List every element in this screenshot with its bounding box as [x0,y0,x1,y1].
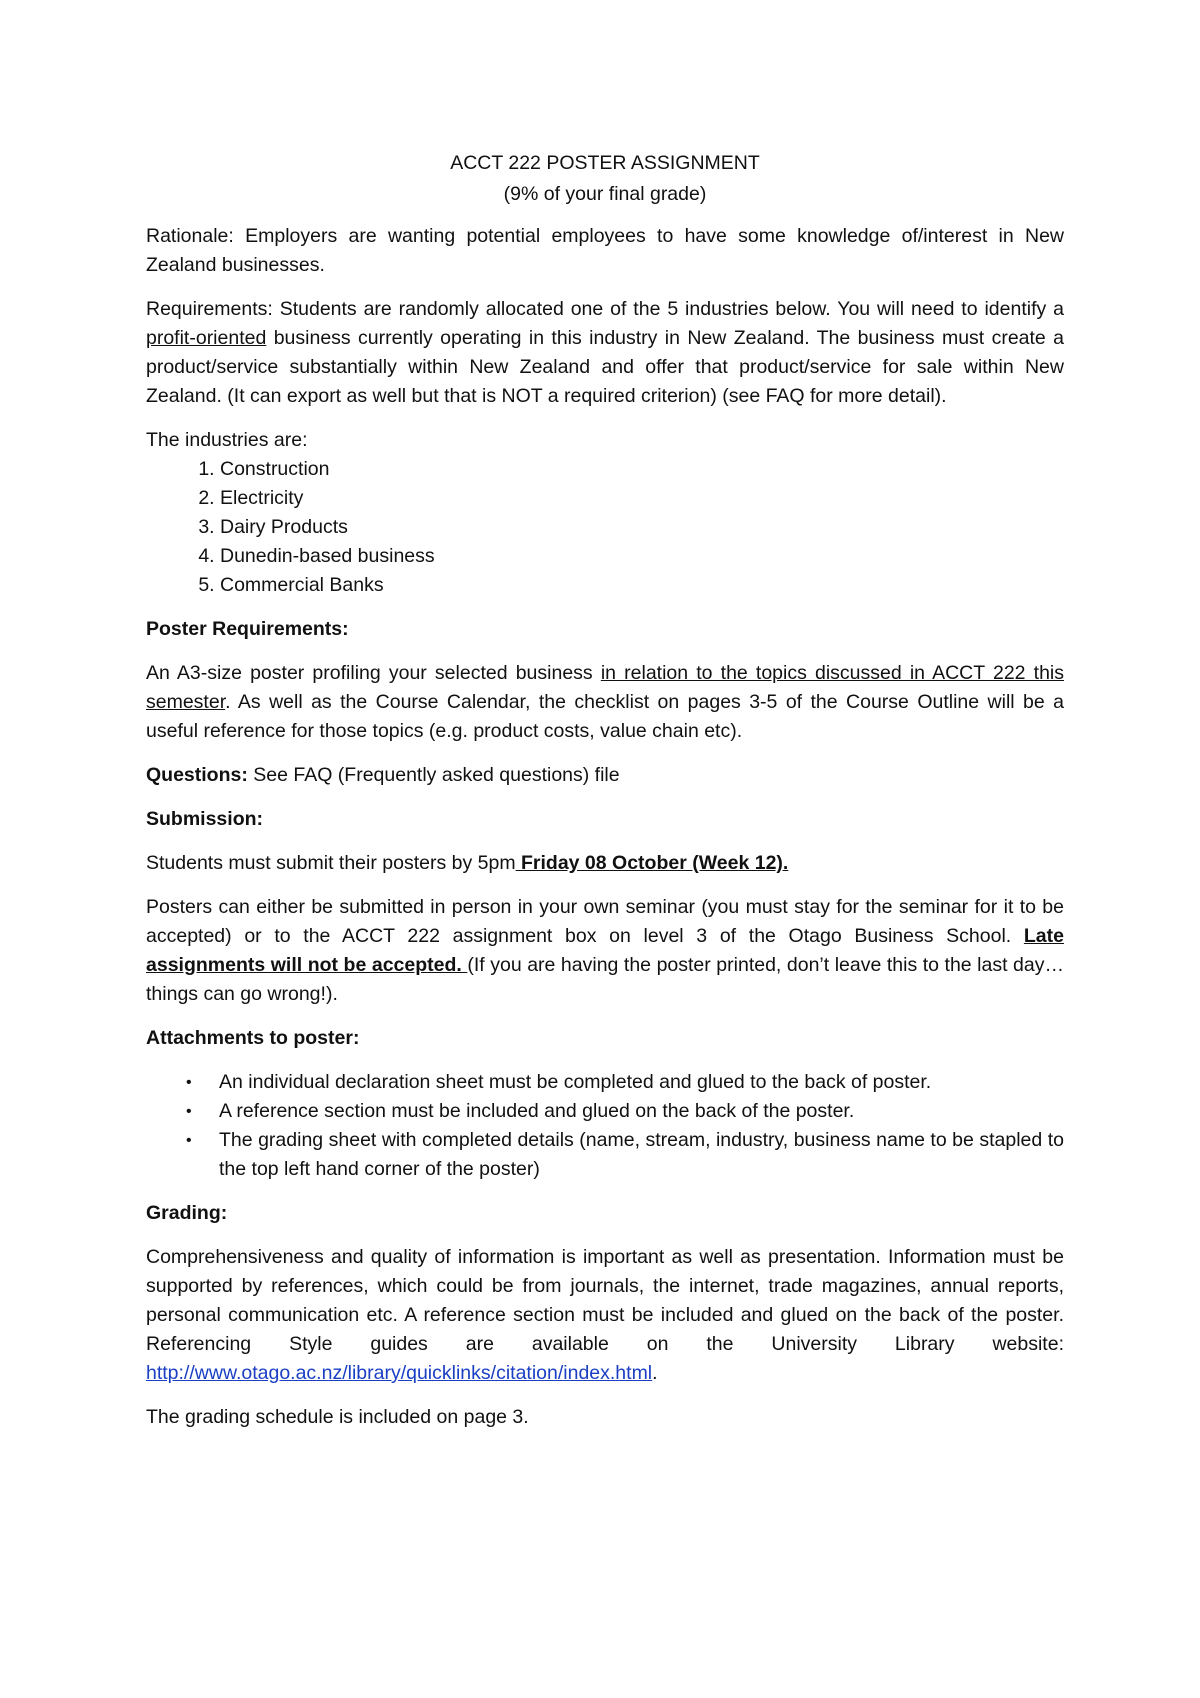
citation-guide-link[interactable]: http://www.otago.ac.nz/library/quicklinks/citation/index.html [146,1362,653,1384]
grading-heading: Grading: [146,1202,228,1224]
list-item: 3. Dairy Products [220,513,1064,542]
industries-intro: The industries are: [146,429,308,451]
list-item [146,1097,1064,1126]
poster-req-text-2: . As well as the Course Calendar, the checklist on pages 3-5 of the Course Outline will be a useful reference for those topics (e.g. product costs, value chain etc). [146,691,1064,742]
grading-link-end: . [652,1362,658,1384]
list-item [146,1126,1064,1184]
submission-heading: Submission: [146,808,264,830]
requirements-text-2: business currently operating in this industry in New Zealand. The business must create a product/service substantially within New Zealand and offer that product/service for sale within New Zealand. (It can export as well but that is NOT a required criterion) (see FAQ for more detail). [146,327,1064,407]
document-page [146,148,1064,1447]
late-warning: Late assignments will not be accepted. [146,925,1064,976]
rationale-paragraph [146,222,1064,280]
title-block [146,148,1064,210]
list-item [146,1068,1064,1097]
rationale-text: Employers are wanting potential employees to have some knowledge of/interest in New Zealand businesses. [146,225,1064,276]
posters-text-1: Posters can either be submitted in person in your own seminar (you must stay for the seminar for it to be accepted) or to the ACCT 222 assignment box on level 3 of the Otago Business School. [146,896,1064,947]
poster-requirements-paragraph [146,659,1064,746]
bullet-icon: • [186,1103,192,1120]
submission-text: Students must submit their posters by 5pm [146,852,516,874]
list-item: 5. Commercial Banks [220,571,1064,600]
attachment-text: An individual declaration sheet must be completed and glued to the back of poster. [219,1071,932,1093]
bullet-icon: • [186,1132,192,1149]
list-item: 4. Dunedin-based business [220,542,1064,571]
submission-deadline: Friday 08 October (Week 12). [515,852,789,874]
questions-paragraph [146,761,1064,790]
list-item: 2. Electricity [220,484,1064,513]
attachment-text: A reference section must be included and glued on the back of the poster. [219,1100,855,1122]
questions-label: Questions: [146,764,248,786]
list-item: 1. Construction [220,455,1064,484]
requirements-text-1: Students are randomly allocated one of the 5 industries below. You will need to identify a [272,298,1064,320]
bullet-icon: • [186,1074,192,1091]
posters-paragraph [146,893,1064,1009]
document-title: ACCT 222 POSTER ASSIGNMENT [450,152,760,174]
requirements-paragraph [146,295,1064,411]
profit-oriented-term: profit-oriented [146,327,267,349]
posters-text-2: (If you are having the poster printed, don’t leave this to the last day…things can go wrong!). [146,954,1064,1005]
attachments-heading: Attachments to poster: [146,1027,360,1049]
grading-schedule-note: The grading schedule is included on page 3. [146,1406,529,1428]
poster-req-text-1: An A3-size poster profiling your selected business [146,662,601,684]
industries-list [146,455,1064,600]
poster-requirements-heading: Poster Requirements: [146,618,349,640]
grading-text: Comprehensiveness and quality of information is important as well as presentation. Information must be supported by references, which could be from journals, the internet, trade magazines, annual reports, personal communication etc. A reference section must be included and glued on the back of the poster. Referencing Style guides are available on the University Library website: [146,1246,1064,1355]
document-subtitle: (9% of your final grade) [503,183,707,205]
submission-paragraph [146,849,1064,878]
rationale-label: Rationale: [146,225,234,247]
attachments-list [146,1068,1064,1184]
attachment-text: The grading sheet with completed details (name, stream, industry, business name to be stapled to the top left hand corner of the poster) [219,1129,1064,1180]
questions-text: See FAQ (Frequently asked questions) file [247,764,620,786]
topics-phrase: in relation to the topics discussed in ACCT 222 this semester [146,662,1064,713]
grading-paragraph [146,1243,1064,1388]
requirements-label: Requirements: [146,298,273,320]
